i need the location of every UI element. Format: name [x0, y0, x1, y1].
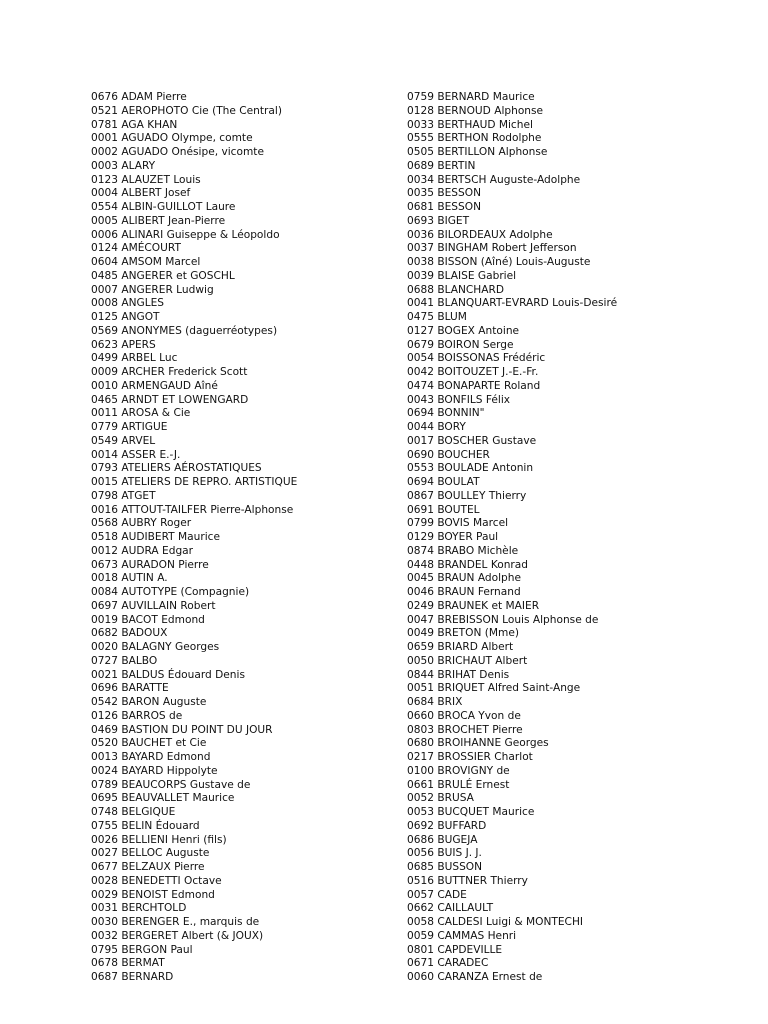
list-item: 0014 ASSER E.-J. — [91, 448, 181, 461]
list-item: 0027 BELLOC Auguste — [91, 847, 210, 860]
list-item: 0694 BOULAT — [407, 476, 480, 488]
list-item: 0542 BARON Auguste — [91, 696, 207, 708]
list-item: 0060 CARANZA Ernest de — [407, 971, 543, 983]
list-item: 0844 BRIHAT Denis — [407, 668, 510, 681]
list-item: 0046 BRAUN Fernand — [407, 586, 521, 598]
list-item: 0058 CALDESI Luigi & MONTECHI — [407, 916, 584, 928]
list-item: 0681 BESSON — [407, 201, 482, 213]
list-item: 0012 AUDRA Edgar — [91, 544, 194, 557]
list-item: 0033 BERTHAUD Michel — [407, 118, 533, 131]
list-item: 0054 BOISSONAS Frédéric — [407, 352, 546, 365]
list-item: 0124 AMÉCOURT — [91, 242, 181, 255]
list-item: 0448 BRANDEL Konrad — [407, 558, 529, 571]
list-item: 0034 BERTSCH Auguste-Adolphe — [407, 173, 581, 186]
list-item: 0019 BACOT Edmond — [91, 613, 205, 626]
list-item: 0553 BOULADE Antonin — [407, 462, 534, 475]
list-item: 0037 BINGHAM Robert Jefferson — [407, 242, 577, 255]
list-item: 0009 ARCHER Frederick Scott — [91, 366, 248, 378]
right-column — [407, 91, 717, 985]
list-item: 0505 BERTILLON Alphonse — [407, 146, 548, 158]
list-item: 0045 BRAUN Adolphe — [407, 572, 521, 585]
list-item: 0682 BADOUX — [91, 627, 168, 640]
list-item: 0010 ARMENGAUD Aîné — [91, 379, 218, 392]
list-item: 0688 BLANCHARD — [407, 283, 505, 296]
list-item: 0676 ADAM Pierre — [91, 91, 187, 103]
list-item: 0748 BELGIQUE — [91, 806, 176, 818]
list-item: 0569 ANONYMES (daguerréotypes) — [91, 324, 278, 337]
list-item: 0044 BORY — [407, 421, 466, 433]
list-item: 0001 AGUADO Olympe, comte — [91, 132, 253, 145]
list-item: 0026 BELLIENI Henri (fils) — [91, 833, 227, 846]
list-item: 0693 BIGET — [407, 214, 470, 227]
list-item: 0680 BROIHANNE Georges — [407, 737, 549, 750]
list-item: 0050 BRICHAUT Albert — [407, 654, 528, 667]
list-item: 0013 BAYARD Edmond — [91, 751, 211, 763]
list-item: 0053 BUCQUET Maurice — [407, 806, 535, 818]
list-item: 0039 BLAISE Gabriel — [407, 269, 517, 282]
list-item: 0056 BUIS J. J. — [407, 847, 482, 860]
list-item: 0521 AEROPHOTO Cie (The Central) — [91, 104, 282, 117]
list-item: 0100 BROVIGNY de — [407, 764, 510, 777]
list-item: 0689 BERTIN — [407, 159, 476, 172]
list-item: 0018 AUTIN A. — [91, 572, 168, 585]
list-item: 0011 AROSA & Cie — [91, 407, 191, 420]
list-item: 0687 BERNARD — [91, 971, 174, 983]
list-item: 0499 ARBEL Luc — [91, 352, 178, 365]
list-item: 0516 BUTTNER Thierry — [407, 874, 528, 887]
list-item: 0126 BARROS de — [91, 709, 183, 722]
list-item: 0781 AGA KHAN — [91, 118, 178, 131]
list-item: 0518 AUDIBERT Maurice — [91, 531, 220, 543]
list-item: 0059 CAMMAS Henri — [407, 929, 517, 942]
list-item: 0694 BONNIN" — [407, 407, 485, 420]
list-item: 0604 AMSOM Marcel — [91, 256, 201, 268]
list-item: 0031 BERCHTOLD — [91, 902, 187, 915]
list-item: 0874 BRABO Michèle — [407, 544, 519, 557]
list-item: 0032 BERGERET Albert (& JOUX) — [91, 929, 264, 942]
list-item: 0727 BALBO — [91, 654, 158, 667]
list-item: 0123 ALAUZET Louis — [91, 173, 201, 186]
list-item: 0755 BELIN Édouard — [91, 819, 200, 832]
list-item: 0007 ANGERER Ludwig — [91, 283, 214, 296]
list-item: 0029 BENOIST Edmond — [91, 888, 215, 901]
list-item: 0678 BERMAT — [91, 957, 165, 970]
list-item: 0475 BLUM — [407, 311, 467, 323]
list-item: 0006 ALINARI Guiseppe & Léopoldo — [91, 228, 280, 241]
list-item: 0042 BOITOUZET J.-E.-Fr. — [407, 366, 539, 378]
list-item: 0002 AGUADO Onésipe, vicomte — [91, 146, 264, 158]
list-item: 0801 CAPDEVILLE — [407, 943, 503, 956]
list-item: 0004 ALBERT Josef — [91, 187, 191, 200]
list-item: 0028 BENEDETTI Octave — [91, 874, 222, 887]
list-item: 0003 ALARY — [91, 159, 156, 172]
list-item: 0803 BROCHET Pierre — [407, 723, 523, 736]
list-item: 0798 ATGET — [91, 489, 156, 502]
list-item: 0759 BERNARD Maurice — [407, 91, 535, 103]
list-item: 0686 BUGEJA — [407, 833, 478, 846]
list-item: 0465 ARNDT ET LOWENGARD — [91, 393, 249, 406]
list-item: 0049 BRETON (Mme) — [407, 627, 519, 640]
list-item: 0021 BALDUS Édouard Denis — [91, 668, 245, 681]
list-item: 0867 BOULLEY Thierry — [407, 489, 527, 502]
list-item: 0697 AUVILLAIN Robert — [91, 599, 216, 612]
list-item: 0673 AURADON Pierre — [91, 558, 209, 571]
list-item: 0052 BRUSA — [407, 792, 474, 805]
list-item: 0692 BUFFARD — [407, 819, 487, 832]
list-item: 0690 BOUCHER — [407, 448, 490, 461]
list-item: 0047 BREBISSON Louis Alphonse de — [407, 613, 599, 626]
list-item: 0684 BRIX — [407, 696, 463, 708]
list-item: 0035 BESSON — [407, 187, 482, 200]
list-item: 0661 BRULÉ Ernest — [407, 778, 510, 791]
list-item: 0795 BERGON Paul — [91, 943, 193, 956]
list-item: 0017 BOSCHER Gustave — [407, 434, 537, 447]
list-item: 0474 BONAPARTE Roland — [407, 379, 541, 392]
list-item: 0036 BILORDEAUX Adolphe — [407, 228, 553, 241]
list-item: 0789 BEAUCORPS Gustave de — [91, 778, 251, 791]
list-item: 0695 BEAUVALLET Maurice — [91, 792, 235, 805]
list-item: 0005 ALIBERT Jean-Pierre — [91, 214, 226, 227]
list-item: 0554 ALBIN-GUILLOT Laure — [91, 201, 236, 213]
list-item: 0127 BOGEX Antoine — [407, 324, 520, 337]
list-item: 0128 BERNOUD Alphonse — [407, 104, 544, 117]
list-item: 0660 BROCA Yvon de — [407, 709, 521, 722]
list-item: 0015 ATELIERS DE REPRO. ARTISTIQUE — [91, 476, 298, 488]
list-item: 0685 BUSSON — [407, 861, 483, 873]
left-column — [91, 91, 401, 985]
list-item: 0779 ARTIGUE — [91, 421, 168, 433]
list-item: 0041 BLANQUART-EVRARD Louis-Desiré — [407, 297, 618, 310]
list-item: 0691 BOUTEL — [407, 503, 480, 516]
list-item: 0084 AUTOTYPE (Compagnie) — [91, 586, 250, 598]
list-item: 0043 BONFILS Félix — [407, 393, 511, 406]
list-item: 0568 AUBRY Roger — [91, 517, 192, 530]
list-item: 0623 APERS — [91, 338, 156, 351]
list-item: 0016 ATTOUT-TAILFER Pierre-Alphonse — [91, 503, 294, 516]
list-item: 0520 BAUCHET et Cie — [91, 737, 207, 750]
list-item: 0249 BRAUNEK et MAIER — [407, 599, 540, 612]
list-item: 0793 ATELIERS AÉROSTATIQUES — [91, 462, 262, 475]
list-item: 0671 CARADEC — [407, 957, 489, 970]
list-item: 0129 BOYER Paul — [407, 531, 499, 543]
list-item: 0799 BOVIS Marcel — [407, 517, 509, 530]
list-item: 0549 ARVEL — [91, 434, 156, 447]
list-item: 0555 BERTHON Rodolphe — [407, 132, 542, 145]
list-item: 0662 CAILLAULT — [407, 902, 494, 915]
list-item: 0659 BRIARD Albert — [407, 641, 514, 653]
list-item: 0030 BERENGER E., marquis de — [91, 916, 260, 928]
list-item: 0024 BAYARD Hippolyte — [91, 764, 218, 777]
list-item: 0038 BISSON (Aîné) Louis-Auguste — [407, 256, 591, 268]
list-item: 0677 BELZAUX Pierre — [91, 861, 205, 873]
list-item: 0057 CADE — [407, 888, 467, 901]
list-item: 0696 BARATTE — [91, 682, 169, 695]
list-item: 0217 BROSSIER Charlot — [407, 751, 533, 763]
list-item: 0020 BALAGNY Georges — [91, 641, 220, 653]
list-item: 0679 BOIRON Serge — [407, 338, 514, 351]
list-item: 0485 ANGERER et GOSCHL — [91, 269, 235, 282]
list-item: 0051 BRIQUET Alfred Saint-Ange — [407, 682, 581, 695]
list-item: 0008 ANGLES — [91, 297, 165, 310]
list-item: 0125 ANGOT — [91, 311, 160, 323]
list-item: 0469 BASTION DU POINT DU JOUR — [91, 723, 273, 736]
